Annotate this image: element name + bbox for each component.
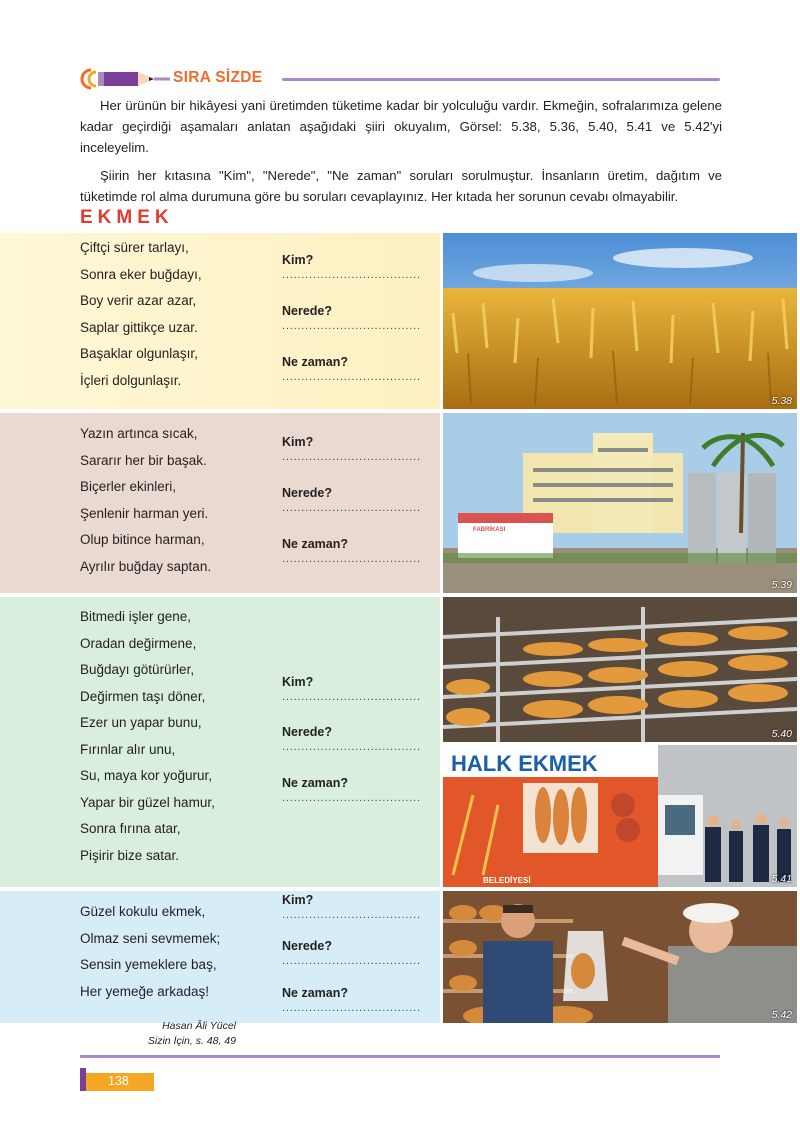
- stanza-4: [0, 891, 440, 1023]
- poem-line: Bitmedi işler gene,: [80, 609, 192, 624]
- question-who: Kim? ....................................: [282, 435, 421, 463]
- poem-line: Yapar bir güzel hamur,: [80, 794, 215, 810]
- stanza-lines: [80, 421, 211, 580]
- poem-line: Ayrılır buğday saptan.: [80, 558, 212, 574]
- poem-line: Buğdayı götürürler,: [80, 662, 195, 677]
- question-where: Nerede? ....................................: [282, 304, 421, 332]
- poem-line: Sonra fırına atar,: [80, 821, 181, 836]
- question-when: Ne zaman? ....................................: [282, 537, 421, 565]
- stanza-lines: [80, 235, 202, 394]
- poem-line: Oradan değirmene,: [80, 635, 197, 651]
- stanza-3: [0, 597, 440, 887]
- poem-line: Biçerler ekinleri,: [80, 479, 177, 494]
- pencil-icon: [80, 68, 170, 90]
- page-number: 138: [108, 1074, 129, 1088]
- photo-bakery-sale: [443, 891, 797, 1023]
- question-where: Nerede? ....................................: [282, 939, 421, 967]
- stanza-lines: [80, 604, 215, 869]
- truck-sub-text: BELEDİYESİ: [483, 876, 531, 885]
- page-number-accent: [80, 1068, 86, 1091]
- poem-line: Olmaz seni sevmemek;: [80, 930, 221, 946]
- factory-sign: FABRİKASI: [473, 527, 506, 533]
- question-when: Ne zaman? ....................................: [282, 776, 421, 804]
- answer-line[interactable]: ....................................: [282, 502, 421, 514]
- question-who: Kim? ....................................: [282, 253, 421, 281]
- poem-line: Yazın artınca sıcak,: [80, 426, 198, 441]
- poem-author: Hasan Âli Yücel: [162, 1020, 236, 1032]
- answer-line[interactable]: ....................................: [282, 371, 421, 383]
- poem-line: İçleri dolgunlaşır.: [80, 372, 182, 388]
- answer-line[interactable]: ....................................: [282, 269, 421, 281]
- answer-line[interactable]: ....................................: [282, 955, 421, 967]
- poem-source: Sizin İçin, s. 48, 49: [147, 1035, 236, 1047]
- footer-rule: [80, 1055, 720, 1058]
- poem-line: Fırınlar alır unu,: [80, 741, 176, 757]
- figure-number: 5.41: [771, 873, 792, 885]
- poem-line: Boy verir azar azar,: [80, 293, 197, 308]
- poem-line: Su, maya kor yoğurur,: [80, 768, 213, 783]
- poem-line: Başaklar olgunlaşır,: [80, 346, 198, 361]
- stanza-lines: [80, 899, 220, 1005]
- poem-line: Çiftçi sürer tarlayı,: [80, 240, 189, 255]
- section-header: [80, 64, 720, 92]
- poem-line: Sonra eker buğdayı,: [80, 266, 202, 282]
- poem-line: Pişirir bize satar.: [80, 847, 180, 863]
- question-who: Kim? ....................................: [282, 675, 421, 703]
- answer-line[interactable]: ....................................: [282, 1002, 421, 1014]
- intro-paragraph-1: Her ürünün bir hikâyesi yani üretimden tüketime kadar bir yolculuğu vardır. Ekmeğin, sofralarımıza gelene kadar geçirdiği aşamaları anlatan aşağıdaki şiiri okuyalım, Görsel: 5.38, 5.36, 5.40, 5.41 ve 5.42'yi inceleyelim.: [80, 98, 722, 155]
- answer-line[interactable]: ....................................: [282, 792, 421, 804]
- photo-wheat-field: [443, 233, 797, 409]
- answer-line[interactable]: ....................................: [282, 320, 421, 332]
- photo-bread-racks: [443, 597, 797, 742]
- figure-number: 5.40: [771, 728, 792, 740]
- question-who: Kim? ....................................: [282, 893, 421, 921]
- stanza-2: [0, 413, 440, 593]
- photo-factory-silos: [443, 413, 797, 593]
- poem-title: EKMEK: [80, 207, 174, 228]
- question-where: Nerede? ....................................: [282, 486, 421, 514]
- answer-line[interactable]: ....................................: [282, 741, 421, 753]
- answer-line[interactable]: ....................................: [282, 553, 421, 565]
- header-rule: [282, 78, 720, 81]
- poem-line: Olup bitince harman,: [80, 532, 205, 547]
- truck-banner-text: HALK EKMEK: [451, 751, 598, 776]
- poem-line: Her yemeğe arkadaş!: [80, 983, 210, 999]
- poem-line: Sensin yemeklere baş,: [80, 957, 217, 972]
- figure-number: 5.42: [771, 1009, 792, 1021]
- photo-bread-truck: [443, 745, 797, 887]
- poem-line: Ezer un yapar bunu,: [80, 715, 202, 730]
- question-when: Ne zaman? ....................................: [282, 986, 421, 1014]
- stanza-1: [0, 233, 440, 409]
- poem-line: Değirmen taşı döner,: [80, 688, 206, 704]
- figure-number: 5.39: [771, 579, 792, 591]
- answer-line[interactable]: ....................................: [282, 909, 421, 921]
- answer-line[interactable]: ....................................: [282, 691, 421, 703]
- poem-line: Güzel kokulu ekmek,: [80, 904, 206, 919]
- answer-line[interactable]: ....................................: [282, 451, 421, 463]
- poem-line: Sararır her bir başak.: [80, 452, 207, 468]
- question-when: Ne zaman? ....................................: [282, 355, 421, 383]
- poem-line: Şenlenir harman yeri.: [80, 505, 209, 521]
- figure-number: 5.38: [771, 395, 792, 407]
- question-where: Nerede? ....................................: [282, 725, 421, 753]
- poem-line: Saplar gittikçe uzar.: [80, 319, 198, 335]
- intro-paragraph-2: Şiirin her kıtasına "Kim", "Nerede", "Ne zaman" soruları sorulmuştur. İnsanların üretim, dağıtım ve tüketimde rol alma durumuna göre bu soruları cevaplayınız. Her kıtada her sorunun cevabı olmayabilir.: [80, 168, 722, 204]
- section-title: SIRA SİZDE: [173, 69, 263, 86]
